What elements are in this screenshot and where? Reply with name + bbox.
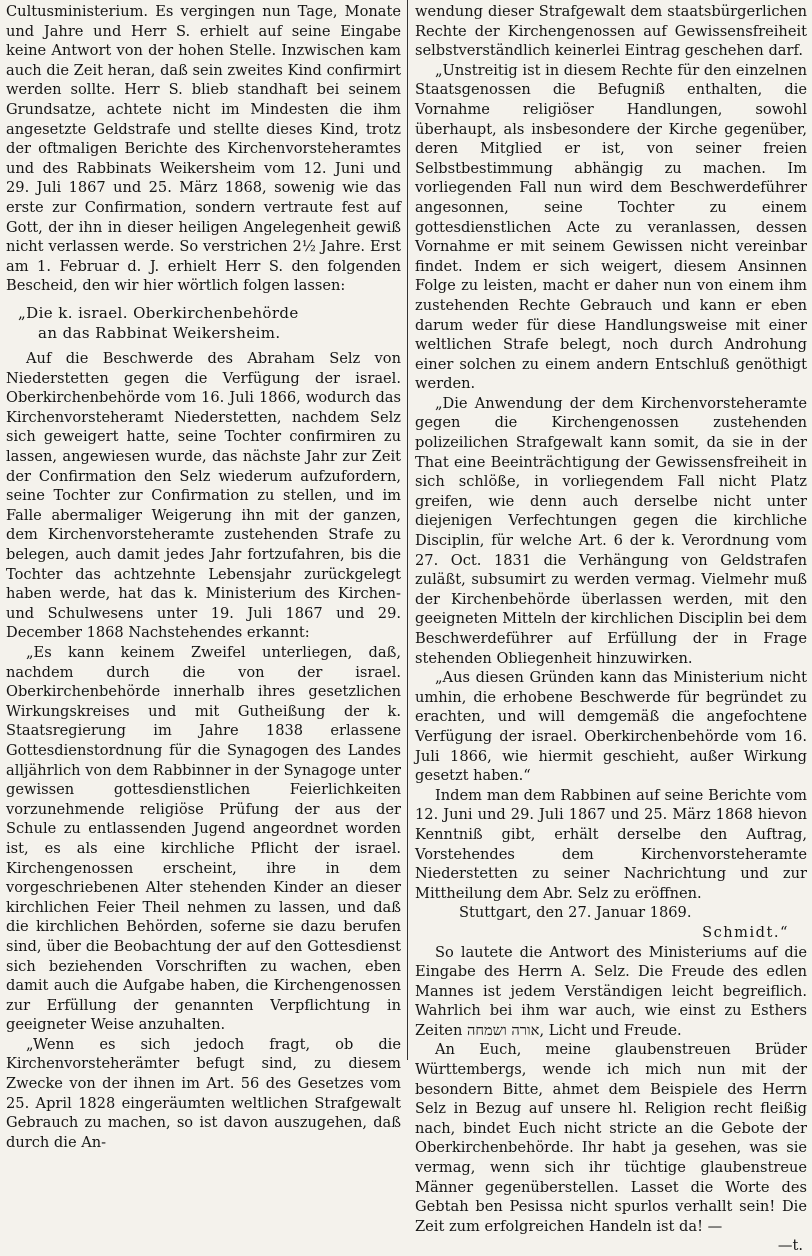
right-paragraph-7: An Euch, meine glaubenstreuen Brüder Württembergs, wende ich mich nun mit der besondern Bitte, ahmet dem Beispiele des Herrn Selz in Bezug auf unsere hl. Religion recht fleißig nach, bindet Euch nicht stricte an die Gebote der Oberkirchenbehörde. Ihr habt ja gesehen, was sie vermag, wenn sich ihr tüchtige glaubenstreue Männer gegenüberstellen. Lasset die Worte des Gebtah ben Pesissa nicht spurlos verhallt sein! Die Zeit zum erfolgreichen Handeln ist da! — [415, 1041, 807, 1235]
right-column [415, 2, 807, 1256]
left-paragraph-4: „Wenn es sich jedoch fragt, ob die Kirchenvorsteherämter befugt sind, zu diesem Zwecke von der ihnen im Art. 56 des Gesetzes vom 25. April 1828 eingeräumten weltlichen Strafgewalt Gebrauch zu machen, so ist davon auszugehen, daß durch die An- [6, 1035, 401, 1151]
right-paragraph-6: So lautete die Antwort des Ministeriums auf die Eingabe des Herrn A. Selz. Die Freude des edlen Mannes ist jedem Verständigen leicht begreiflich. Wahrlich bei ihm war auch, wie einst zu Esthers Zeiten אורה ושמחה, Licht und Freude. [415, 943, 807, 1039]
decree-addressee: an das Rabbinat Weikersheim. [38, 323, 281, 342]
place-date: Stuttgart, den 27. Januar 1869. [459, 904, 692, 922]
decree-heading: „Die k. israel. Oberkirchenbehörde [18, 303, 299, 322]
author-initial: —t. [777, 1237, 803, 1255]
right-paragraph-4: „Aus diesen Gründen kann das Ministerium nicht umhin, die erhobene Beschwerde für begründet zu erachten, und will demgemäß die angefochtene Verfügung der israel. Oberkirchenbehörde vom 16. Juli 1866, wie hiermit geschieht, außer Wirkung gesetzt haben.“ [415, 669, 807, 785]
right-paragraph-2: „Unstreitig ist in diesem Rechte für den einzelnen Staatsgenossen die Befugniß enthalten, die Vornahme religiöser Handlungen, sowohl überhaupt, als insbesondere der Kirche gegenüber, deren Mitglied er ist, von seiner freien Selbstbestimmung abhängig zu machen. Im vorliegenden Fall nun wird dem Beschwerdeführer angesonnen, seine Tochter zu einem gottesdienstlichen Acte zu veranlassen, dessen Vornahme er mit seinem Gewissen nicht vereinbar findet. Indem er sich weigert, diesem Ansinnen Folge zu leisten, macht er daher nun von einem ihm zustehenden Rechte Gebrauch und kann er eben darum weder für diese Handlungsweise mit einer weltlichen Strafe belegt, noch durch Androhung einer solchen zu einem andern Entschluß genöthigt werden. [415, 61, 807, 393]
right-paragraph-3: „Die Anwendung der dem Kirchenvorsteheramte gegen die Kirchengenossen zustehenden polizeilichen Strafgewalt kann somit, da sie in der That eine Beeinträchtigung der Gewissensfreiheit in sich schlöße, in vorliegendem Fall nicht Platz greifen, wie denn auch derselbe nicht unter diejenigen Verfechtungen gegen die kirchliche Disciplin, für welche Art. 6 der k. Verordnung vom 27. Oct. 1831 die Verhängung von Geldstrafen zuläßt, subsumirt zu werden vermag. Vielmehr muß der Kirchenbehörde überlassen werden, mit den geeigneten Mitteln der kirchlichen Disciplin bei dem Beschwerdeführer auf Erfüllung der in Frage stehenden Obliegenheit hinzuwirken. [415, 394, 807, 667]
signature: Schmidt.“ [702, 923, 789, 941]
column-divider [407, 0, 408, 1060]
left-paragraph-2: Auf die Beschwerde des Abraham Selz von Niederstetten gegen die Verfügung der israel. Oberkirchenbehörde vom 16. Juli 1866, wodurch das Kirchenvorsteheramt Niederstetten, nachdem Selz sich geweigert hatte, seine Tochter confirmiren zu lassen, angewiesen wurde, das nächste Jahr zur Zeit der Confirmation den Selz wiederum aufzufordern, seine Tochter zur Confirmation zu stellen, und im Falle abermaliger Weigerung ihn mit der ganzen, dem Kirchenvorsteheramte zustehenden Strafe zu belegen, auch damit jedes Jahr fortzufahren, bis die Tochter das achtzehnte Lebensjahr zurückgelegt haben werde, hat das k. Ministerium des Kirchen- und Schulwesens unter 19. Juli 1867 und 29. December 1868 Nachstehendes erkannt: [6, 350, 401, 642]
right-paragraph-1: wendung dieser Strafgewalt dem staatsbürgerlichen Rechte der Kirchengenossen auf Gewissensfreiheit selbstverständlich keinerlei Eintrag geschehen darf. [415, 3, 807, 60]
left-paragraph-1: Cultusministerium. Es vergingen nun Tage, Monate und Jahre und Herr S. erhielt auf seine Eingabe keine Antwort von der hohen Stelle. Inzwischen kam auch die Zeit heran, daß sein zweites Kind confirmirt werden sollte. Herr S. blieb standhaft bei seinem Grundsatze, achtete nicht im Mindesten die ihm angesetzte Geldstrafe und stellte dieses Kind, trotz der oftmaligen Berichte des Kirchenvorsteheramtes und des Rabbinats Weikersheim vom 12. Juni und 29. Juli 1867 und 25. März 1868, sowenig wie das erste zur Confirmation, sondern vertraute fest auf Gott, der ihn in dieser heiligen Angelegenheit gewiß nicht verlassen werde. So verstrichen 2½ Jahre. Erst am 1. Februar d. J. erhielt Herr S. den folgenden Bescheid, den wir hier wörtlich folgen lassen: [6, 3, 401, 295]
left-column [6, 2, 401, 1152]
left-paragraph-3: „Es kann keinem Zweifel unterliegen, daß, nachdem durch die von der israel. Oberkirchenbehörde innerhalb ihres gesetzlichen Wirkungskreises und mit Gutheißung der k. Staatsregierung im Jahre 1838 erlassene Gottesdienstordnung für die Synagogen des Landes alljährlich von dem Rabbinner in der Synagoge unter gewissen gottesdienstlichen Feierlichkeiten vorzunehmende religiöse Prüfung der aus der Schule zu entlassenden Jugend angeordnet worden ist, es als eine kirchliche Pflicht der israel. Kirchengenossen erscheint, ihre in dem vorgeschriebenen Alter stehenden Kinder an dieser kirchlichen Feier Theil nehmen zu lassen, und daß die kirchlichen Behörden, soferne sie dazu berufen sind, über die Beobachtung der auf den Gottesdienst sich beziehenden Vorschriften zu wachen, eben damit auch die Aufgabe haben, die Kirchengenossen zur Erfüllung der genannten Verpflichtung in geeigneter Weise anzuhalten. [6, 644, 401, 1034]
right-paragraph-5: Indem man dem Rabbinen auf seine Berichte vom 12. Juni und 29. Juli 1867 und 25. März 1868 hievon Kenntniß gibt, erhält derselbe den Auftrag, Vorstehendes dem Kirchenvorsteheramte Niederstetten zu seiner Nachrichtung und zur Mittheilung dem Abr. Selz zu eröffnen. [415, 786, 807, 902]
